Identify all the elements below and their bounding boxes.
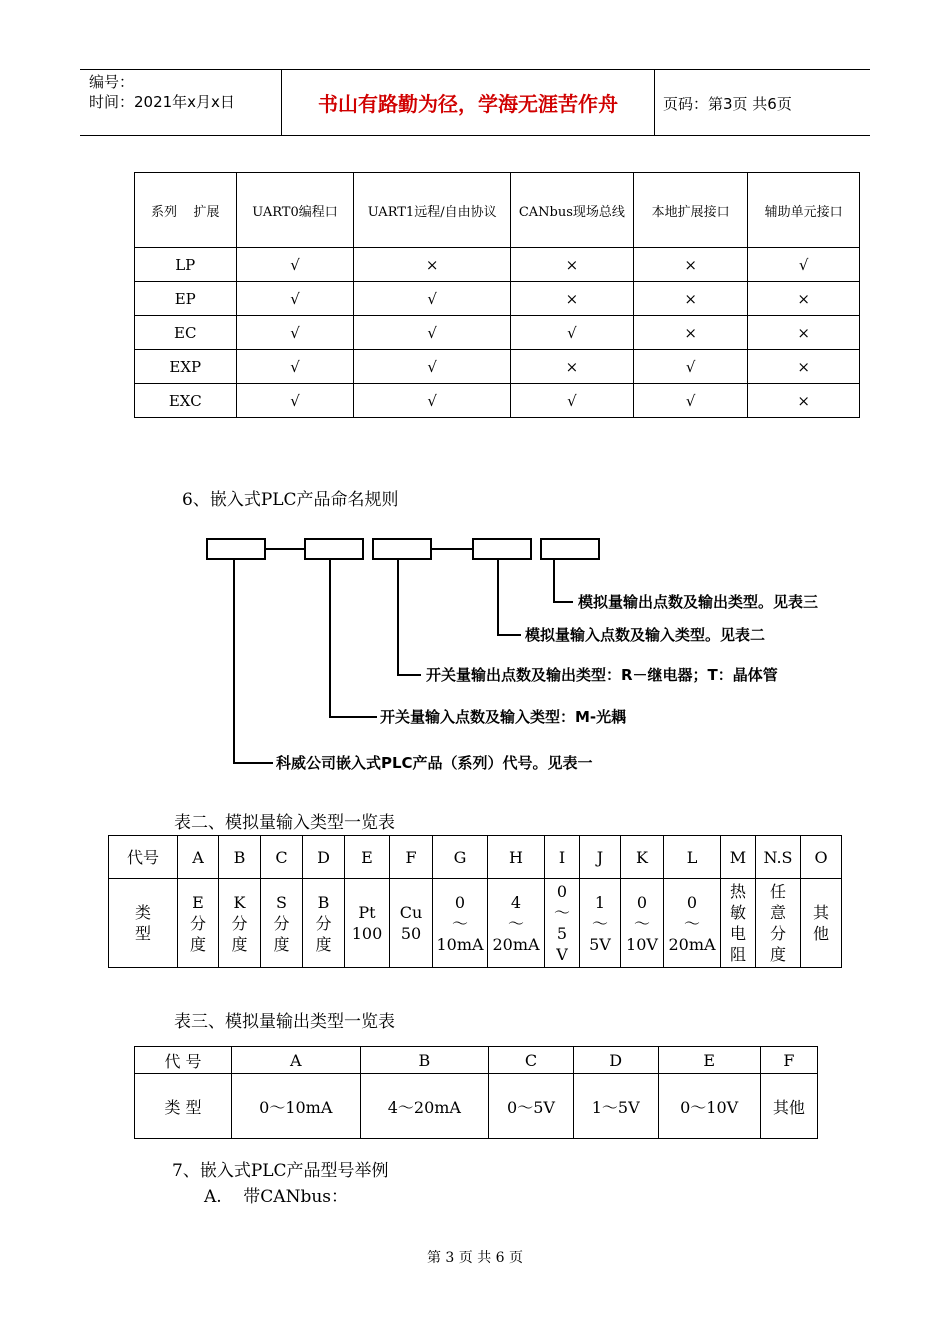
table-2-code-cell: D [303, 836, 345, 879]
naming-box-analog-input [472, 538, 532, 560]
table-2-code-cell: I [545, 836, 580, 879]
table-2-code-cell: L [664, 836, 721, 879]
table-2-title: 表二、模拟量输入类型一览表 [174, 813, 395, 833]
table-2-code-cell: K [621, 836, 664, 879]
label-digital-input: 开关量输入点数及输入类型：M-光耦 [380, 708, 627, 726]
ext-table-header-cell: UART1远程/自由协议 [354, 173, 510, 248]
table-2-type-cell: 任 意 分 度 [756, 879, 801, 968]
naming-dash-1 [266, 548, 304, 550]
support-mark-cell: √ [236, 248, 354, 282]
connector-h-2 [329, 716, 377, 718]
naming-box-digital-input [304, 538, 364, 560]
table-3-type-cell: 0～10mA [232, 1074, 361, 1139]
table-2-code-cell: H [488, 836, 545, 879]
support-mark-cell: × [748, 316, 860, 350]
connector-v-4 [497, 560, 499, 635]
naming-box-analog-output [540, 538, 600, 560]
table-2-type-cell: S 分 度 [261, 879, 303, 968]
table-2-type-cell: 0 ～ 20mA [664, 879, 721, 968]
table-2-type-cell: 1 ～ 5V [580, 879, 621, 968]
table-3-code-cell: F [760, 1047, 817, 1074]
table-2-code-cell: E [345, 836, 390, 879]
table-2-code-cell: B [219, 836, 261, 879]
table-3-type-cell: 其他 [760, 1074, 817, 1139]
connector-v-2 [329, 560, 331, 717]
table-2-code-cell: M [721, 836, 756, 879]
table-3-code-header: 代 号 [135, 1047, 232, 1074]
table-2-code-cell: G [433, 836, 488, 879]
table-3-type-cell: 0～10V [658, 1074, 760, 1139]
series-name-cell: EXC [135, 384, 237, 418]
series-name-cell: EP [135, 282, 237, 316]
section-7-item-a: A. 带CANbus： [204, 1187, 349, 1207]
connector-h-5 [553, 601, 573, 603]
table-2-type-cell: 4 ～ 20mA [488, 879, 545, 968]
ext-table-header-cell: 本地扩展接口 [633, 173, 748, 248]
series-extension-table [134, 172, 860, 418]
connector-h-4 [497, 634, 521, 636]
connector-h-1 [233, 762, 273, 764]
support-mark-cell: × [633, 248, 748, 282]
header-top-rule [80, 69, 870, 70]
table-2-code-cell: J [580, 836, 621, 879]
analog-output-type-table [134, 1046, 818, 1139]
table-2-type-cell: Cu 50 [390, 879, 433, 968]
header-motto: 书山有路勤为径，学海无涯苦作舟 [318, 92, 618, 116]
table-3-type-cell: 0～5V [489, 1074, 574, 1139]
series-name-cell: LP [135, 248, 237, 282]
table-2-code-cell: O [801, 836, 842, 879]
table-2-type-cell: B 分 度 [303, 879, 345, 968]
table-3-code-cell: D [573, 1047, 658, 1074]
table-2-type-cell: E 分 度 [178, 879, 219, 968]
table-row [135, 248, 860, 282]
table-3-code-cell: C [489, 1047, 574, 1074]
support-mark-cell: √ [236, 384, 354, 418]
label-series-code: 科威公司嵌入式PLC产品（系列）代号。见表一 [276, 754, 593, 772]
table-2-type-cell: Pt 100 [345, 879, 390, 968]
section-6-title: 6、嵌入式PLC产品命名规则 [182, 490, 399, 510]
document-time: 时间：2021年x月x日 [89, 93, 235, 111]
series-name-cell: EC [135, 316, 237, 350]
support-mark-cell: √ [748, 248, 860, 282]
support-mark-cell: × [354, 248, 510, 282]
support-mark-cell: × [748, 350, 860, 384]
connector-v-3 [397, 560, 399, 675]
table-3-type-cell: 1～5V [573, 1074, 658, 1139]
table-3-code-cell: E [658, 1047, 760, 1074]
ext-table-header-cell: 辅助单元接口 [748, 173, 860, 248]
table-2-type-cell: K 分 度 [219, 879, 261, 968]
table-2-code-cell: F [390, 836, 433, 879]
label-digital-output: 开关量输出点数及输出类型：R－继电器；T：晶体管 [426, 666, 778, 684]
support-mark-cell: √ [633, 384, 748, 418]
table-row [135, 316, 860, 350]
table-row [135, 384, 860, 418]
connector-v-5 [553, 560, 555, 602]
connector-v-1 [233, 560, 235, 763]
table-row [135, 350, 860, 384]
support-mark-cell: × [748, 384, 860, 418]
section-7-title: 7、嵌入式PLC产品型号举例 [172, 1161, 389, 1181]
ext-table-header-cell: UART0编程口 [236, 173, 354, 248]
header-divider-right [654, 69, 655, 135]
table-2-type-cell: 0 ～ 10mA [433, 879, 488, 968]
table-row [135, 282, 860, 316]
naming-box-digital-output [372, 538, 432, 560]
series-name-cell: EXP [135, 350, 237, 384]
ext-table-header-cell: 系列 扩展 [135, 173, 237, 248]
document-number: 编号： [89, 73, 135, 91]
support-mark-cell: √ [510, 316, 633, 350]
label-analog-output: 模拟量输出点数及输出类型。见表三 [578, 593, 819, 611]
support-mark-cell: × [510, 282, 633, 316]
support-mark-cell: √ [236, 316, 354, 350]
support-mark-cell: × [633, 316, 748, 350]
support-mark-cell: √ [354, 384, 510, 418]
ext-table-header-row [135, 173, 860, 248]
header-page-info: 页码：第3页 共6页 [663, 95, 792, 113]
table-3-title: 表三、模拟量输出类型一览表 [174, 1012, 395, 1032]
support-mark-cell: × [633, 282, 748, 316]
table-3-code-cell: A [232, 1047, 361, 1074]
support-mark-cell: √ [236, 282, 354, 316]
label-analog-input: 模拟量输入点数及输入类型。见表二 [525, 626, 766, 644]
table-2-type-cell: 0 ～ 5 V [545, 879, 580, 968]
support-mark-cell: √ [236, 350, 354, 384]
page-footer: 第 3 页 共 6 页 [426, 1250, 524, 1266]
naming-box-series [206, 538, 266, 560]
table-2-code-header: 代号 [109, 836, 178, 879]
connector-h-3 [397, 674, 421, 676]
support-mark-cell: × [748, 282, 860, 316]
support-mark-cell: √ [354, 282, 510, 316]
table-2-type-cell: 其 他 [801, 879, 842, 968]
table-2-code-cell: N.S [756, 836, 801, 879]
table-2-type-cell: 0 ～ 10V [621, 879, 664, 968]
support-mark-cell: √ [354, 350, 510, 384]
support-mark-cell: √ [510, 384, 633, 418]
ext-table-header-cell: CANbus现场总线 [510, 173, 633, 248]
table-2-type-header: 类 型 [109, 879, 178, 968]
support-mark-cell: × [510, 350, 633, 384]
table-3-code-cell: B [360, 1047, 489, 1074]
table-2-code-cell: A [178, 836, 219, 879]
header-bottom-rule [80, 135, 870, 136]
support-mark-cell: √ [354, 316, 510, 350]
table-3-type-header: 类 型 [135, 1074, 232, 1139]
support-mark-cell: √ [633, 350, 748, 384]
table-2-type-cell: 热 敏 电 阻 [721, 879, 756, 968]
analog-input-type-table [108, 835, 842, 968]
table-2-code-cell: C [261, 836, 303, 879]
naming-dash-2 [432, 548, 472, 550]
support-mark-cell: × [510, 248, 633, 282]
table-3-type-cell: 4～20mA [360, 1074, 489, 1139]
